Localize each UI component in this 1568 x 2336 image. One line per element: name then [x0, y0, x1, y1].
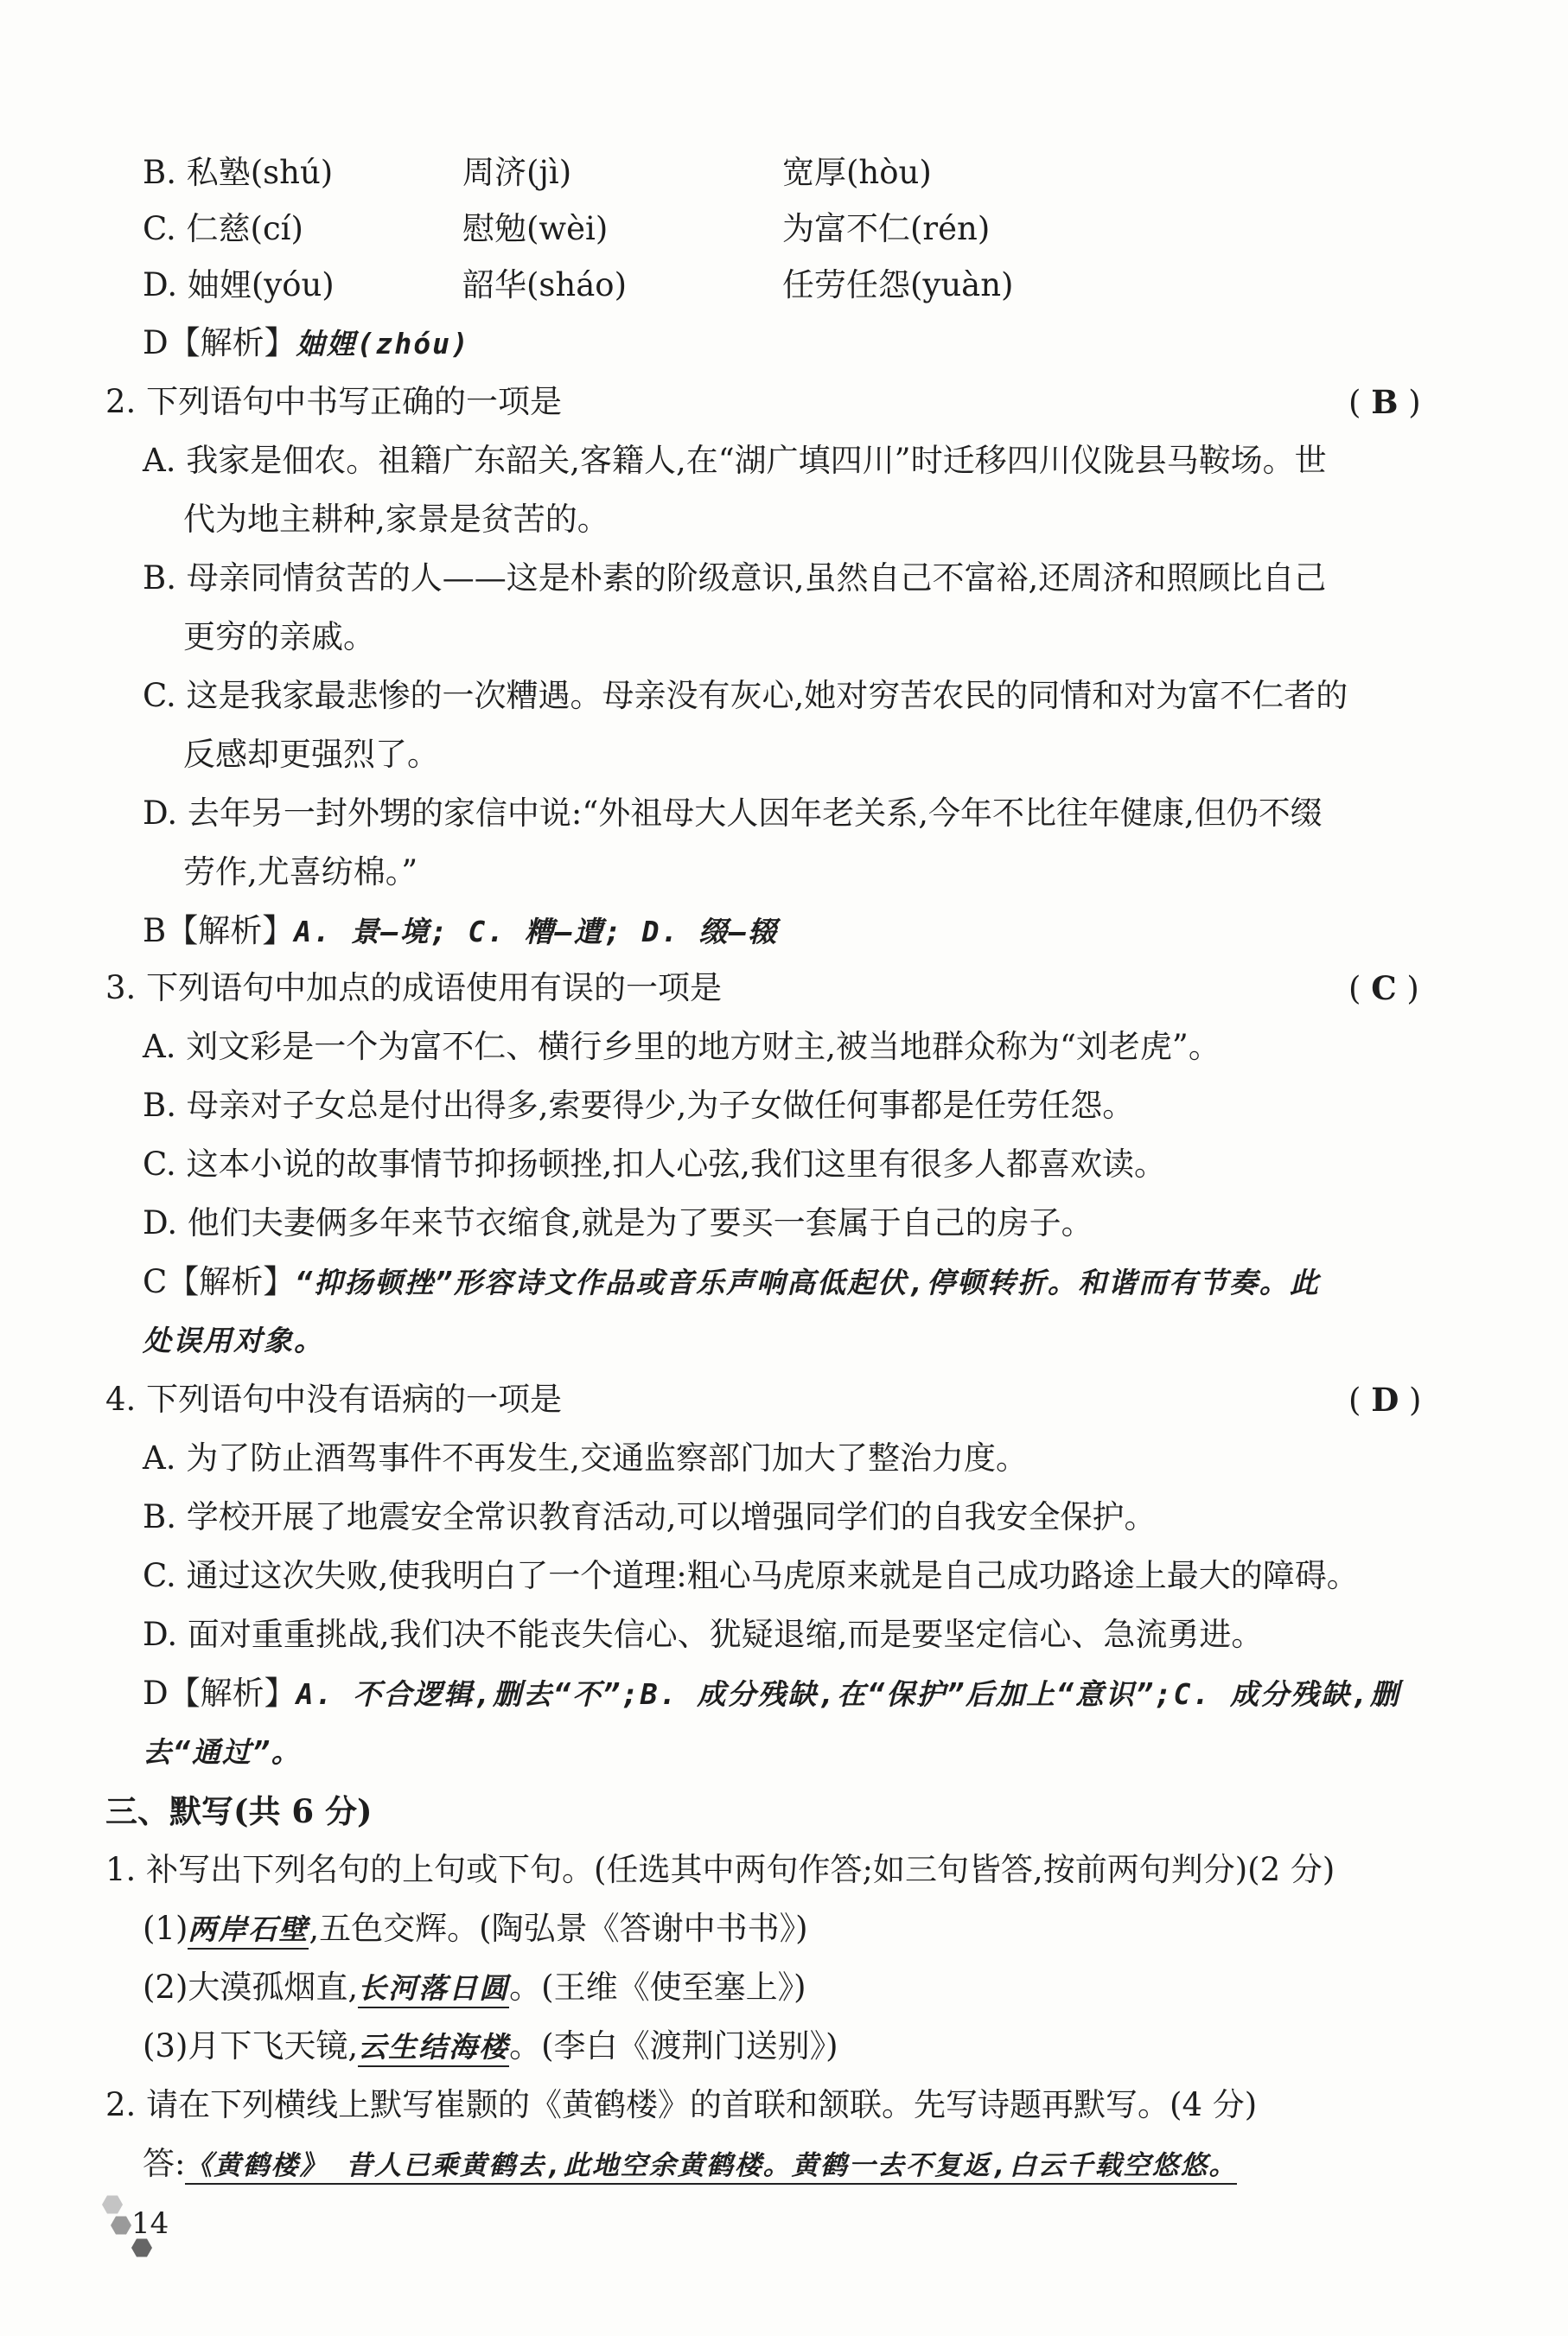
item-text: (3)月下飞天镜, — [143, 2027, 359, 2065]
q1-option-c3: 为富不仁(rén) — [782, 210, 991, 247]
q1-option-d2: 韶华(sháo) — [462, 266, 628, 303]
analysis-tag: D【解析】 — [143, 1675, 296, 1712]
q1-option-d1: D. 妯娌(yóu) — [143, 266, 335, 303]
q2-answer-bracket: ( B ) — [1348, 383, 1421, 421]
q4-analysis-line2: 去“通过”。 — [143, 1735, 302, 1769]
hexagon-ornament-icon — [111, 2215, 131, 2236]
analysis-tag: D【解析】 — [143, 324, 296, 361]
s3-q1-item2 — [143, 1966, 806, 2010]
answer-label: 答: — [143, 2145, 186, 2182]
q2-analysis — [143, 910, 778, 954]
q3-analysis-line1 — [143, 1261, 1320, 1305]
q1-option-b1: B. 私塾(shú) — [143, 154, 334, 191]
q4-option-b: B. 学校开展了地震安全常识教育活动,可以增强同学们的自我安全保护。 — [143, 1498, 1157, 1535]
q4-answer: D — [1371, 1381, 1399, 1419]
item-text: ,五色交辉。(陶弘景《答谢中书书》) — [309, 1910, 808, 1947]
q2-option-c-line2: 反感却更强烈了。 — [183, 736, 439, 773]
q3-option-d: D. 他们夫妻俩多年来节衣缩食,就是为了要买一套属于自己的房子。 — [143, 1204, 1093, 1241]
analysis-tag: B【解析】 — [143, 912, 295, 949]
q3-stem: 3. 下列语句中加点的成语使用有误的一项是 — [105, 969, 723, 1006]
q4-stem: 4. 下列语句中没有语病的一项是 — [105, 1381, 563, 1418]
q2-option-a-line2: 代为地主耕种,家景是贫苦的。 — [183, 501, 609, 538]
q4-option-a: A. 为了防止酒驾事件不再发生,交通监察部门加大了整治力度。 — [143, 1439, 1029, 1477]
q4-option-c: C. 通过这次失败,使我明白了一个道理:粗心马虎原来就是自己成功路途上最大的障碍。 — [143, 1557, 1359, 1594]
analysis-tag: C【解析】 — [143, 1263, 296, 1300]
handwritten-analysis: A. 不合逻辑,删去“不”;B. 成分残缺,在“保护”后加上“意识”;C. 成分残缺,删 — [296, 1677, 1401, 1711]
answer-text: 长河落日圆 — [358, 1971, 509, 2008]
handwritten-analysis: A. 景—境; C. 糟—遭; D. 缀—辍 — [294, 915, 779, 948]
q1-option-d3: 任劳任怨(yuàn) — [782, 266, 1014, 303]
handwritten-analysis: 妯娌(zhóu) — [296, 327, 470, 361]
q4-option-d: D. 面对重重挑战,我们决不能丧失信心、犹疑退缩,而是要坚定信心、急流勇进。 — [143, 1616, 1264, 1653]
s3-q1-item1 — [143, 1907, 808, 1951]
q1-option-b2: 周济(jì) — [462, 154, 572, 191]
item-text: 。(王维《使至塞上》) — [509, 1969, 806, 2006]
q2-option-d-line1: D. 去年另一封外甥的家信中说:“外祖母大人因年老关系,今年不比往年健康,但仍不缀 — [143, 795, 1323, 832]
q1-option-c1: C. 仁慈(cí) — [143, 210, 303, 247]
q2-stem: 2. 下列语句中书写正确的一项是 — [105, 383, 563, 420]
q3-option-a: A. 刘文彩是一个为富不仁、横行乡里的地方财主,被当地群众称为“刘老虎”。 — [143, 1028, 1221, 1065]
q2-option-b-line1: B. 母亲同情贫苦的人——这是朴素的阶级意识,虽然自己不富裕,还周济和照顾比自己 — [143, 559, 1327, 597]
q4-answer-bracket: ( D ) — [1348, 1381, 1422, 1419]
q2-option-d-line2: 劳作,尤喜纺棉。” — [183, 853, 418, 890]
q4-analysis-line1 — [143, 1672, 1400, 1716]
answer-text: 两岸石壁 — [188, 1912, 309, 1950]
q3-option-b: B. 母亲对子女总是付出得多,索要得少,为子女做任何事都是任劳任怨。 — [143, 1087, 1135, 1124]
q3-analysis-line2: 处误用对象。 — [143, 1324, 324, 1357]
item-text: 。(李白《渡荆门送别》) — [509, 2027, 838, 2065]
q1-analysis — [143, 322, 470, 366]
section-title: 三、默写(共 6 分) — [105, 1792, 373, 1830]
item-number: (1) — [143, 1910, 188, 1947]
handwritten-analysis: “抑扬顿挫”形容诗文作品或音乐声响高低起伏,停顿转折。和谐而有节奏。此 — [295, 1266, 1320, 1299]
q1-option-c2: 慰勉(wèi) — [462, 210, 609, 247]
s3-q1-stem: 1. 补写出下列名句的上句或下句。(任选其中两句作答;如三句皆答,按前两句判分)(2 分) — [105, 1851, 1335, 1888]
q3-answer: C — [1371, 969, 1397, 1007]
q2-option-c-line1: C. 这是我家最悲惨的一次糟遇。母亲没有灰心,她对穷苦农民的同情和对为富不仁者的 — [143, 677, 1348, 714]
answer-text: 云生结海楼 — [358, 2030, 509, 2067]
q2-option-a-line1: A. 我家是佃农。祖籍广东韶关,客籍人,在“湖广填四川”时迁移四川仪陇县马鞍场。世 — [143, 442, 1327, 479]
hexagon-ornament-icon — [102, 2194, 123, 2215]
answer-text: 《黄鹤楼》 昔人已乘黄鹤去,此地空余黄鹤楼。黄鹤一去不复返,白云千载空悠悠。 — [185, 2150, 1237, 2185]
page-number: 14 — [131, 2206, 169, 2241]
s3-q1-item3 — [143, 2025, 838, 2069]
q1-option-b3: 宽厚(hòu) — [782, 154, 932, 191]
q3-answer-bracket: ( C ) — [1348, 969, 1419, 1007]
item-text: (2)大漠孤烟直, — [143, 1969, 359, 2006]
q3-option-c: C. 这本小说的故事情节抑扬顿挫,扣人心弦,我们这里有很多人都喜欢读。 — [143, 1146, 1167, 1183]
s3-q2-stem: 2. 请在下列横线上默写崔颢的《黄鹤楼》的首联和颔联。先写诗题再默写。(4 分) — [105, 2086, 1258, 2123]
s3-q2-answer-line — [143, 2142, 1237, 2187]
q2-answer: B — [1371, 383, 1399, 421]
q2-option-b-line2: 更穷的亲戚。 — [183, 618, 375, 655]
